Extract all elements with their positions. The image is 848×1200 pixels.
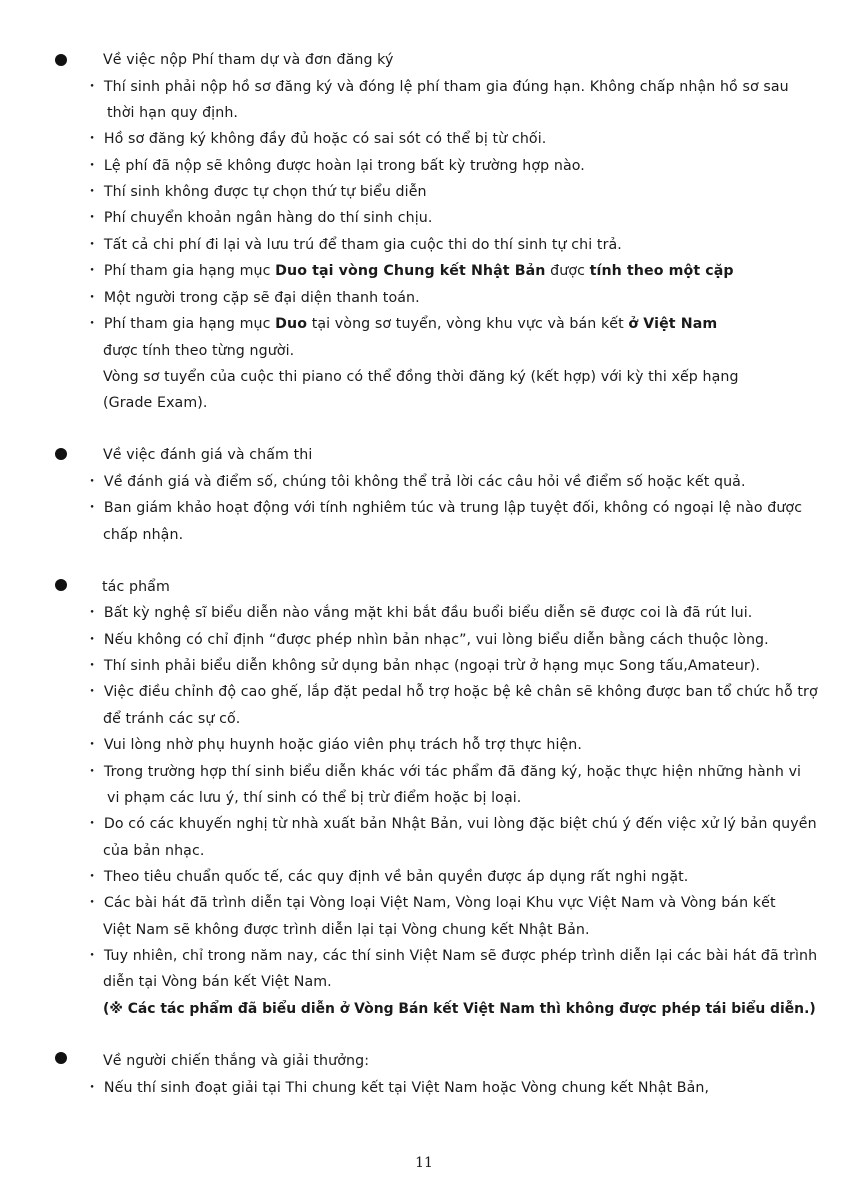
list-item-continuation: của bản nhạc. [103,843,205,859]
text: tại vòng sơ tuyển, vòng khu vực và bán kết [307,316,629,332]
list-item-continuation: diễn tại Vòng bán kết Việt Nam. [103,974,332,990]
list-item: ・ Lệ phí đã nộp sẽ không được hoàn lại trong bất kỳ trường hợp nào. [85,158,585,174]
list-item: ・ Nếu thí sinh đoạt giải tại Thi chung kết tại Việt Nam hoặc Vòng chung kết Nhật Bản, [85,1080,710,1096]
section-heading: Về việc nộp Phí tham dự và đơn đăng ký [103,52,394,68]
list-item-continuation: thời hạn quy định. [107,105,239,121]
section-heading: Về người chiến thắng và giải thưởng: [103,1053,370,1069]
section-heading: Về việc đánh giá và chấm thi [103,447,313,463]
bold-text: Duo tại vòng Chung kết Nhật Bản [275,263,546,279]
page-number: 11 [415,1155,433,1171]
section-bullet [55,579,67,591]
text: ・ Phí tham gia hạng mục [85,263,276,279]
section-heading: tác phẩm [102,579,170,595]
list-item: ・ Một người trong cặp sẽ đại diện thanh toán. [85,290,420,306]
list-item-continuation: vi phạm các lưu ý, thí sinh có thể bị trừ điểm hoặc bị loại. [107,790,522,806]
list-item: ・ Tất cả chi phí đi lại và lưu trú để tham gia cuộc thi do thí sinh tự chi trả. [85,237,622,253]
list-item-continuation: chấp nhận. [103,527,184,543]
paragraph-line: Vòng sơ tuyển của cuộc thi piano có thể đồng thời đăng ký (kết hợp) với kỳ thi xếp hạng [103,369,739,385]
list-item-continuation: Việt Nam sẽ không được trình diễn lại tại Vòng chung kết Nhật Bản. [103,922,590,938]
list-item: ・ Thí sinh phải nộp hồ sơ đăng ký và đóng lệ phí tham gia đúng hạn. Không chấp nhận hồ sơ sau [85,79,789,95]
bold-text: ở Việt Nam [628,316,718,332]
bold-text: tính theo một cặp [589,263,734,279]
list-item: ・ Phí chuyển khoản ngân hàng do thí sinh chịu. [85,210,433,226]
list-item-duo-final [85,262,734,280]
list-item-duo-vn [85,315,717,333]
list-item: ・ Vui lòng nhờ phụ huynh hoặc giáo viên phụ trách hỗ trợ thực hiện. [85,737,583,753]
text: ・ Phí tham gia hạng mục [85,316,276,332]
list-item: ・ Việc điều chỉnh độ cao ghế, lắp đặt pedal hỗ trợ hoặc bệ kê chân sẽ không được ban tổ chức hỗ trợ [85,684,818,700]
list-item: ・ Do có các khuyến nghị từ nhà xuất bản Nhật Bản, vui lòng đặc biệt chú ý đến việc xử lý bản quyền [85,816,817,832]
list-item-continuation: được tính theo từng người. [103,343,295,359]
bold-note: (※ Các tác phẩm đã biểu diễn ở Vòng Bán kết Việt Nam thì không được phép tái biểu diễn.) [103,1001,816,1017]
section-bullet [55,1052,67,1064]
list-item: ・ Theo tiêu chuẩn quốc tế, các quy định về bản quyền được áp dụng rất nghi ngặt. [85,869,689,885]
list-item: ・ Thí sinh phải biểu diễn không sử dụng bản nhạc (ngoại trừ ở hạng mục Song tấu,Amateur). [85,658,761,674]
list-item-continuation: để tránh các sự cố. [103,711,241,727]
list-item: ・ Bất kỳ nghệ sĩ biểu diễn nào vắng mặt khi bắt đầu buổi biểu diễn sẽ được coi là đã rút lui. [85,605,753,621]
list-item: ・ Thí sinh không được tự chọn thứ tự biểu diễn [85,184,427,200]
section-bullet [55,54,67,66]
list-item: ・ Tuy nhiên, chỉ trong năm nay, các thí sinh Việt Nam sẽ được phép trình diễn lại các bài hát đã trình [85,948,818,964]
list-item: ・ Hồ sơ đăng ký không đầy đủ hoặc có sai sót có thể bị từ chối. [85,131,547,147]
list-item: ・ Các bài hát đã trình diễn tại Vòng loại Việt Nam, Vòng loại Khu vực Việt Nam và Vòng bán kết [85,895,776,911]
section-bullet [55,448,67,460]
list-item: ・ Nếu không có chỉ định “được phép nhìn bản nhạc”, vui lòng biểu diễn bằng cách thuộc lòng. [85,632,769,648]
list-item: ・ Trong trường hợp thí sinh biểu diễn khác với tác phẩm đã đăng ký, hoặc thực hiện những hành vi [85,764,802,780]
text: được [545,263,590,279]
paragraph-line: (Grade Exam). [103,395,208,411]
list-item: ・ Ban giám khảo hoạt động với tính nghiêm túc và trung lập tuyệt đối, không có ngoại lệ nào được [85,500,803,516]
bold-text: Duo [275,316,308,332]
list-item: ・ Về đánh giá và điểm số, chúng tôi không thể trả lời các câu hỏi về điểm số hoặc kết quả. [85,474,746,490]
